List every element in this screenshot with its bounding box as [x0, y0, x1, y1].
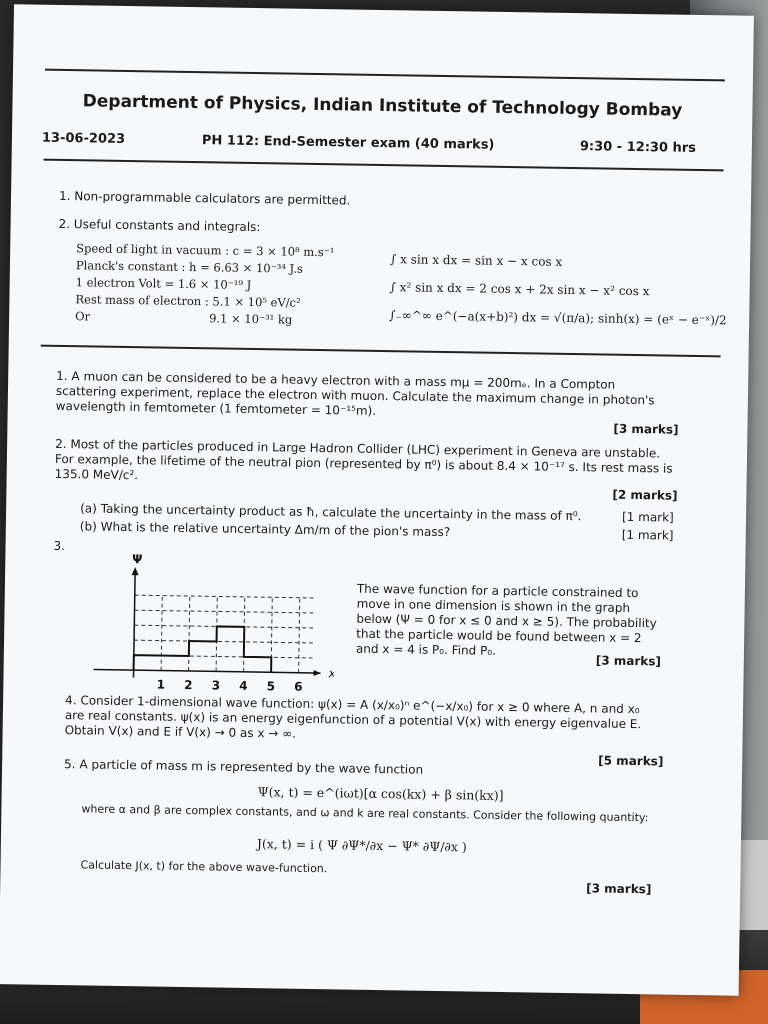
course-title: PH 112: End-Semester exam (40 marks): [201, 133, 495, 153]
constant-planck: Planck's constant : h = 6.63 × 10⁻³⁴ J.s: [75, 258, 303, 276]
question-5-marks: [3 marks]: [586, 881, 652, 897]
question-2b-marks: [1 mark]: [621, 527, 674, 543]
question-2: [55, 437, 680, 492]
y-axis-label: Ψ: [132, 552, 143, 567]
question-5-wavefunction: Ψ(x, t) = e^(iωt)[α cos(kx) + β sin(kx)]: [257, 784, 504, 803]
question-4-marks: [5 marks]: [598, 753, 664, 769]
question-2-number: 2.: [55, 436, 67, 452]
grid-line-vertical: [189, 596, 190, 671]
question-4-text: Consider 1-dimensional wave function: ψ(x) = A (x/x₀)ⁿ e^(−x/x₀) for x ≥ 0 where A, n and x₀ are real constants. ψ(x) is an energy eigenfunction of a potential V(x) with energy eigenvalue E. Obtain V(x) and E if V(x) → 0 as x → ∞.: [64, 693, 642, 741]
exam-time: 9:30 - 12:30 hrs: [579, 139, 697, 156]
integral-x2-sin-x: ∫ x² sin x dx = 2 cos x + 2x sin x − x² cos x: [389, 280, 650, 299]
constant-electron-mass: Rest mass of electron : 5.1 × 10⁵ eV/c²: [75, 292, 301, 310]
question-2-marks: [2 marks]: [612, 487, 678, 503]
grid-line-horizontal: [135, 610, 314, 613]
question-4: [65, 693, 662, 747]
integral-x-sin-x: ∫ x sin x dx = sin x − x cos x: [389, 252, 563, 269]
integrals-block: [389, 245, 728, 334]
question-2a-marks: [1 mark]: [621, 509, 674, 525]
question-3-number: 3.: [53, 538, 66, 554]
question-1-number: 1.: [56, 368, 68, 384]
constant-or: Or: [75, 309, 91, 324]
question-2a-text: (a) Taking the uncertainty product as ħ, calculate the uncertainty in the mass of π⁰.: [80, 501, 582, 524]
wave-function-graph: [73, 541, 335, 705]
x-tick-label: 3: [211, 678, 221, 693]
exam-date: 13-06-2023: [41, 130, 126, 147]
question-4-number: 4.: [65, 693, 77, 708]
question-5-current: J(x, t) = i ( Ψ ∂Ψ*/∂x − Ψ* ∂Ψ/∂x ): [256, 836, 467, 855]
question-5-intro: A particle of mass m is represented by the wave function: [79, 757, 424, 777]
question-5-intro-row: [64, 757, 624, 781]
question-5-ask: Calculate J(x, t) for the above wave-function.: [80, 858, 328, 876]
top-rule: [45, 69, 725, 82]
y-axis-arrow: [132, 567, 139, 575]
question-3-marks: [3 marks]: [595, 653, 662, 669]
x-axis: [94, 670, 321, 674]
question-1-marks: [3 marks]: [613, 421, 679, 437]
question-3-text: The wave function for a particle constrained to move in one dimension is shown in the graph below (Ψ = 0 for x ≤ 0 and x ≥ 5). The probability that the particle would be found between x = 2 and x = 4 is P₀. Find P₀.: [355, 581, 657, 658]
grid-line-horizontal: [134, 640, 313, 643]
constant-electron-mass-kg: 9.1 × 10⁻³¹ kg: [209, 311, 293, 327]
integral-gaussian-sinh: ∫₋∞^∞ e^(−a(x+b)²) dx = √(π/a); sinh(x) = (eˣ − e⁻ˣ)/2: [389, 308, 727, 328]
x-tick-label: 4: [239, 678, 248, 693]
instruction-2: 2. Useful constants and integrals:: [58, 216, 261, 235]
institution-title: Department of Physics, Indian Institute of Technology Bombay: [82, 91, 683, 121]
grid-line-horizontal: [135, 595, 314, 598]
grid-line-vertical: [161, 596, 162, 671]
grid-line-vertical: [299, 598, 300, 673]
x-axis-arrow: [314, 670, 321, 676]
question-2b-text: (b) What is the relative uncertainty Δm/m of the pion's mass?: [79, 519, 451, 540]
constant-speed-of-light: Speed of light in vacuum : c = 3 × 10⁸ m.s⁻¹: [76, 241, 335, 260]
constant-electron-volt: 1 electron Volt = 1.6 × 10⁻¹⁹ J: [75, 275, 252, 292]
constants-block: [75, 240, 335, 329]
question-5-number: 5.: [64, 757, 76, 772]
x-axis-label: x: [328, 666, 336, 681]
x-tick-label: 5: [266, 679, 276, 694]
constant-or-row: [75, 308, 333, 329]
exam-paper: [0, 4, 754, 996]
question-2-text: Most of the particles produced in Large Hadron Collider (LHC) experiment in Geneva are unstable. For example, the lifetime of the neutral pion (represented by π⁰) is about 8.4 × 10⁻¹⁷ s. Its rest mass is 135.0 MeV/c².: [54, 437, 673, 483]
question-1-text: A muon can be considered to be a heavy electron with a mass mμ = 200mₑ. In a Compton scattering experiment, replace the electron with muon. Calculate the maximum change in photon's wavelength in femtometer (1 femtometer = 10⁻¹⁵m).: [55, 369, 655, 418]
question-1: [56, 369, 677, 424]
x-tick-label: 6: [294, 679, 303, 694]
question-5-mid: where α and β are complex constants, and ω and k are real constants. Consider the following quantity:: [81, 802, 649, 825]
x-tick-label: 1: [156, 677, 166, 692]
section-rule: [41, 345, 721, 358]
instruction-1: 1. Non-programmable calculators are permitted.: [58, 188, 351, 208]
header-rule: [44, 159, 724, 172]
x-tick-label: 2: [184, 677, 193, 693]
wave-function-step-line: [134, 625, 272, 672]
